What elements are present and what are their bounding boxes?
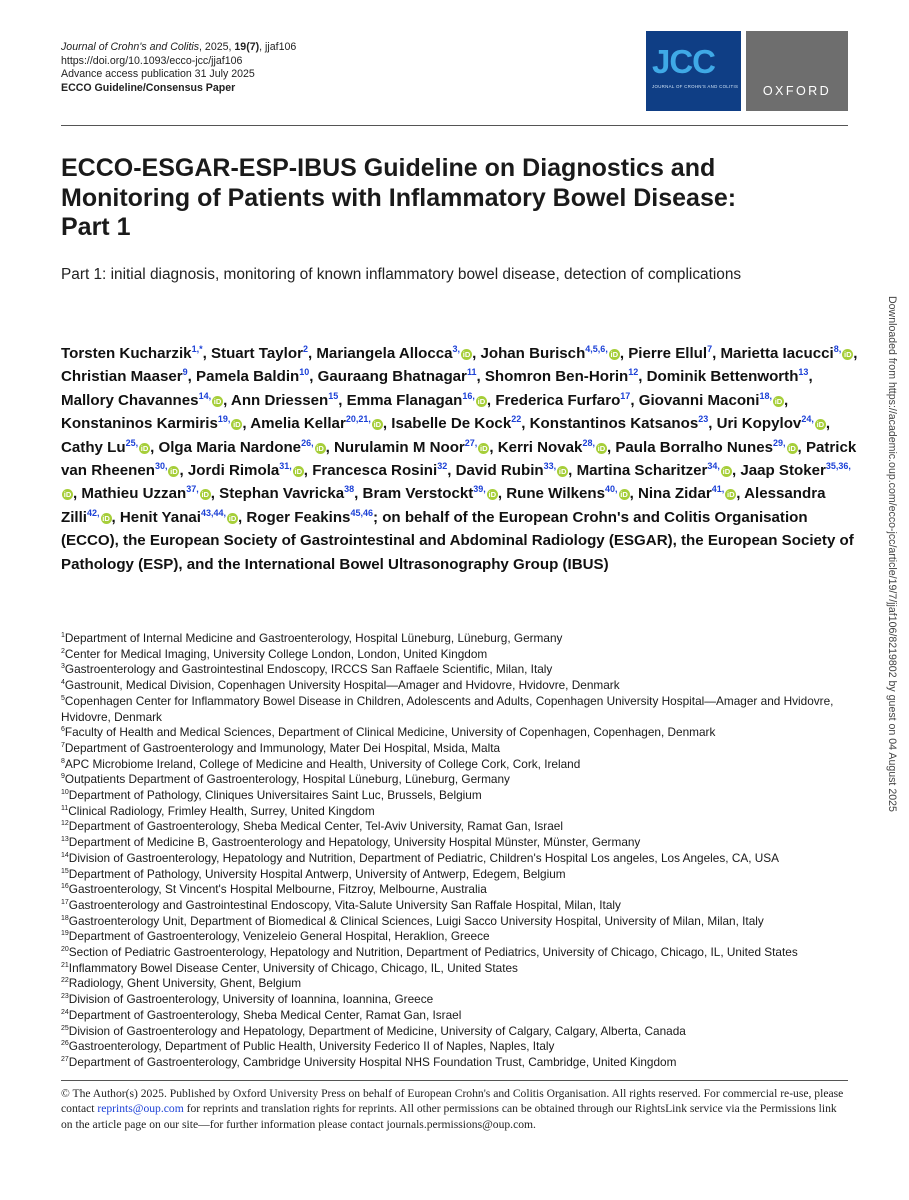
affiliation-number: 19 (61, 930, 69, 938)
affiliation-item (61, 694, 851, 725)
author-separator: , (309, 368, 318, 386)
author-name: Stephan Vavricka (219, 485, 345, 503)
author-name: Mathieu Uzzan (81, 485, 187, 503)
author-separator: , (382, 415, 392, 433)
affiliation-item (61, 882, 851, 898)
author-separator: , (354, 485, 363, 503)
author-name: Christian Maaser (61, 368, 183, 386)
affiliation-item (61, 772, 851, 788)
affiliation-text: Gastroenterology, St Vincent's Hospital Melbourne, Fitzroy, Melbourne, Australia (68, 882, 487, 897)
author-separator: , (307, 345, 317, 362)
affiliation-number: 17 (61, 899, 69, 907)
author-separator: , (202, 345, 211, 362)
affiliation-number: 27 (61, 1056, 69, 1064)
author-name: Kerri Novak (497, 438, 583, 456)
author-entry[interactable] (347, 392, 496, 409)
author-separator: , (853, 345, 858, 362)
affiliation-text: Department of Gastroenterology, Cambridge University Hospital NHS Foundation Trust, Cambridge, United Kingdom (68, 1054, 677, 1069)
orcid-icon[interactable]: iD (788, 443, 796, 453)
affiliation-item (61, 1039, 851, 1055)
author-entry[interactable] (647, 368, 813, 385)
article-id: , jjaf106 (259, 41, 297, 53)
affiliation-item (61, 741, 851, 757)
author-separator: , (630, 391, 639, 409)
download-sidebar (880, 296, 900, 904)
author-name: Cathy Lu (61, 438, 126, 456)
orcid-icon[interactable]: iD (558, 467, 567, 477)
affiliation-number: 3 (61, 663, 65, 671)
affiliation-text: Radiology, Ghent University, Ghent, Belgium (68, 976, 302, 991)
affiliation-number: 8 (61, 757, 65, 765)
author-affiliation-ref[interactable]: 13 (798, 367, 809, 378)
author-entry[interactable] (196, 368, 318, 385)
author-affiliation-ref[interactable]: 8, (833, 343, 842, 354)
author-separator: , (486, 391, 496, 409)
author-affiliation-ref[interactable]: 35,36, (825, 461, 851, 471)
footer-divider (61, 1080, 848, 1081)
orcid-icon[interactable]: iD (294, 467, 303, 477)
author-name: Martina Scharitzer (576, 462, 708, 480)
author-separator: , (242, 415, 251, 433)
author-affiliation-ref[interactable]: 2 (302, 343, 308, 354)
author-name: Torsten Kucharzik (61, 345, 192, 362)
author-name: Ann Driessen (230, 391, 329, 409)
affiliation-item (61, 867, 851, 883)
author-affiliation-ref[interactable]: 41, (711, 484, 725, 495)
author-entry[interactable] (81, 485, 219, 502)
author-name: Mallory Chavannes (61, 391, 199, 409)
orcid-icon[interactable]: iD (201, 490, 210, 500)
paper-type: ECCO Guideline/Consensus Paper (61, 81, 236, 94)
orcid-icon[interactable]: iD (610, 350, 619, 359)
affiliation-text: Gastroenterology, Department of Public Health, University Federico II of Naples, Naples, Italy (68, 1039, 555, 1054)
orcid-icon[interactable]: iD (213, 396, 222, 406)
affiliation-item (61, 992, 851, 1008)
orcid-icon[interactable]: iD (722, 467, 731, 477)
orcid-icon[interactable]: iD (170, 467, 178, 477)
author-affiliation-ref[interactable]: 4,5,6, (585, 343, 608, 354)
affiliation-text: Gastroenterology and Gastrointestinal Endoscopy, IRCCS San Raffaele Scientific, Milan, Italy (64, 662, 553, 677)
affiliation-item (61, 898, 851, 914)
author-separator: , (497, 485, 507, 503)
page-title (61, 154, 851, 243)
author-entry[interactable] (61, 439, 158, 456)
author-name: Stuart Taylor (210, 345, 303, 362)
author-affiliation-ref[interactable]: 23 (698, 414, 709, 425)
oxford-logo-text: OXFORD (762, 84, 832, 98)
affiliation-number: 16 (61, 883, 69, 891)
affiliation-number: 5 (61, 694, 65, 702)
author-affiliation-ref[interactable]: 27, (464, 437, 478, 448)
author-entry[interactable] (391, 415, 529, 432)
author-entry[interactable] (61, 415, 250, 432)
jcc-logo-subtitle: JOURNAL OF CROHN'S AND COLITIS (652, 84, 739, 89)
journal-volume: 19 (234, 41, 247, 53)
author-entry[interactable] (363, 485, 507, 502)
orcid-icon[interactable]: iD (102, 513, 110, 523)
author-name: Amelia Kellar (250, 415, 346, 433)
author-affiliation-ref[interactable]: 26, (301, 437, 314, 448)
author-name: Henit Yanai (119, 508, 201, 526)
author-entry[interactable] (231, 392, 347, 409)
reprints-link[interactable]: reprints@oup.com (97, 1102, 184, 1116)
affiliation-item (61, 1055, 851, 1071)
author-name: David Rubin (455, 462, 544, 480)
affiliation-number: 15 (61, 867, 69, 875)
affiliation-text: Gastrounit, Medical Division, Copenhagen University Hospital—Amager and Hvidovre, Hvidovre, Denmark (64, 678, 620, 693)
affiliation-text: Department of Gastroenterology, Sheba Medical Center, Ramat Gan, Israel (68, 1007, 462, 1022)
title-line: Part 1 (61, 213, 131, 242)
author-separator: , (472, 345, 481, 362)
affiliation-item (61, 851, 851, 867)
affiliation-number: 7 (61, 742, 65, 749)
copyright-text: © The Author(s) 2025. Published by Oxford University Press on behalf of European Crohn's and Colitis Organisation. All rights reserved. For commercial re-use, please contact (61, 1087, 844, 1116)
author-name: Francesca Rosini (312, 462, 438, 480)
author-separator: , (606, 438, 616, 456)
orcid-icon[interactable]: iD (477, 396, 486, 406)
author-name: Johan Burisch (480, 345, 586, 362)
author-separator: , (303, 462, 313, 480)
affiliation-item (61, 976, 851, 992)
journal-issue: (7) (246, 41, 260, 53)
author-affiliation-ref[interactable]: 37, (186, 484, 199, 495)
affiliation-text: Division of Gastroenterology, University of Ioannina, Ioannina, Greece (68, 992, 434, 1007)
affiliation-text: Department of Gastroenterology, Venizeleio General Hospital, Heraklion, Greece (68, 929, 490, 944)
affiliation-text: Copenhagen Center for Inflammatory Bowel Disease in Children, Adolescents and Adults, Copenhagen University Hospital—Amager and Hvidovre, Hvidovre, Denmark (61, 693, 834, 724)
affiliation-item (61, 929, 851, 945)
author-entry[interactable] (334, 439, 498, 456)
affiliation-text: Center for Medical Imaging, University College London, London, United Kingdom (64, 646, 488, 661)
author-entry[interactable] (615, 439, 806, 456)
affiliation-item (61, 725, 851, 741)
author-separator: , (150, 438, 159, 456)
affiliation-item (61, 961, 851, 977)
author-affiliation-ref[interactable]: 15 (328, 390, 339, 401)
affiliation-number: 21 (61, 961, 69, 969)
affiliation-item (61, 757, 851, 773)
authors-on-behalf: ; on behalf of the European Crohn's and Colitis Organisation (ECCO), the European Society of Gastrointestinal and Abdominal Radiology (ESGAR), the European Society of Pathology (ESP), and the International Bowel Ultrasonography Group (IBUS) (61, 508, 854, 573)
affiliation-text: Department of Gastroenterology and Immunology, Mater Dei Hospital, Msida, Malta (64, 740, 501, 755)
author-entry[interactable] (188, 462, 312, 479)
author-name: Pamela Baldin (196, 368, 300, 386)
author-entry[interactable] (158, 439, 334, 456)
author-separator: , (489, 438, 498, 456)
author-name: Paula Borralho Nunes (615, 438, 774, 456)
orcid-icon[interactable]: iD (488, 490, 497, 500)
affiliation-text: Department of Medicine B, Gastroenterology and Hepatology, University Hospital Münster, Münster, Germany (68, 835, 641, 850)
author-entry[interactable] (480, 345, 628, 362)
orcid-icon[interactable]: iD (63, 490, 72, 500)
affiliation-text: Department of Gastroenterology, Sheba Medical Center, Tel-Aviv University, Ramat Gan, Israel (68, 819, 563, 834)
header-divider (61, 125, 848, 126)
author-affiliation-ref[interactable]: 34, (707, 461, 720, 471)
copyright-notice (61, 1086, 851, 1132)
author-entry[interactable] (61, 345, 211, 362)
affiliation-number: 12 (61, 820, 69, 828)
orcid-icon[interactable]: iD (462, 350, 471, 359)
author-affiliation-ref[interactable]: 39, (473, 484, 486, 495)
advance-access: Advance access publication 31 July 2025 (61, 68, 255, 81)
oxford-logo (746, 31, 848, 111)
affiliation-item (61, 1008, 851, 1024)
author-affiliation-ref[interactable]: 9 (182, 367, 188, 378)
author-name: Pierre Ellul (628, 345, 708, 362)
affiliation-item (61, 914, 851, 930)
doi-link[interactable]: https://doi.org/10.1093/ecco-jcc/jjaf106 (61, 54, 243, 67)
author-affiliation-ref[interactable]: 25, (125, 437, 139, 448)
author-name: Uri Kopylov (716, 415, 802, 433)
author-name: Jaap Stoker (740, 462, 826, 480)
author-entry[interactable] (316, 345, 480, 362)
author-entry[interactable] (120, 509, 247, 526)
author-separator: , (338, 391, 347, 409)
author-separator: , (447, 462, 456, 480)
author-name: Bram Verstockt (362, 485, 474, 503)
author-name: Olga Maria Nardone (158, 438, 302, 456)
author-separator: , (731, 462, 741, 480)
author-entry[interactable] (530, 415, 717, 432)
author-name: Konstantinos Katsanos (529, 415, 699, 433)
affiliation-text: Section of Pediatric Gastroenterology, Hepatology and Nutrition, Department of Pediatrics, University of Chicago, Chicago, IL, United States (68, 945, 798, 960)
author-name: Gauraang Bhatnagar (317, 368, 467, 386)
author-affiliation-ref[interactable]: 24, (801, 414, 814, 425)
affiliation-item (61, 788, 851, 804)
affiliation-number: 6 (61, 726, 65, 734)
orcid-icon[interactable]: iD (140, 443, 149, 453)
author-name: Marietta Iacucci (720, 345, 834, 362)
title-line: ECCO-ESGAR-ESP-IBUS Guideline on Diagnostics and (61, 154, 716, 182)
affiliation-number: 26 (61, 1040, 69, 1048)
jcc-logo-letters: JCC (652, 43, 716, 80)
affiliation-text: Division of Gastroenterology and Hepatology, Department of Medicine, University of Calgary, Calgary, Alberta, Canada (68, 1023, 686, 1038)
author-separator: , (808, 368, 813, 386)
author-entry[interactable] (628, 345, 720, 362)
author-entry[interactable] (498, 439, 616, 456)
author-separator: , (223, 391, 231, 409)
author-name: Shomron Ben-Horin (484, 368, 629, 386)
author-affiliation-ref[interactable]: 40, (605, 484, 618, 495)
orcid-icon[interactable]: iD (843, 350, 852, 359)
author-separator: , (783, 391, 789, 409)
orcid-icon[interactable]: iD (233, 420, 241, 430)
author-name: Roger Feakins (246, 508, 351, 526)
affiliation-number: 24 (61, 1008, 69, 1016)
affiliation-item (61, 835, 851, 851)
orcid-icon[interactable]: iD (228, 513, 237, 523)
affiliation-item (61, 1024, 851, 1040)
author-name: Patrick van Rheenen (61, 438, 857, 480)
affiliation-number: 22 (61, 977, 69, 985)
affiliation-number: 9 (61, 773, 65, 781)
affiliation-number: 25 (61, 1024, 69, 1032)
orcid-icon[interactable]: iD (373, 420, 382, 430)
title-line: Monitoring of Patients with Inflammatory Bowel Disease: (61, 183, 737, 212)
author-separator: , (568, 462, 577, 480)
author-affiliation-ref[interactable]: 12 (628, 367, 639, 378)
author-name: Giovanni Maconi (638, 391, 760, 409)
affiliation-text: Gastroenterology and Gastrointestinal Endoscopy, Vita-Salute University San Raffale Hospital, Milan, Italy (68, 897, 621, 912)
article-meta (61, 41, 296, 95)
jcc-logo (646, 31, 741, 111)
author-entry[interactable] (61, 368, 196, 385)
journal-name: Journal of Crohn's and Colitis (61, 41, 200, 53)
orcid-icon[interactable]: iD (816, 420, 825, 430)
author-separator: , (187, 368, 197, 386)
author-affiliation-ref[interactable]: 14, (198, 390, 212, 401)
author-affiliation-ref[interactable]: 43,44, (201, 507, 227, 518)
author-entry[interactable] (318, 368, 485, 385)
affiliation-text: Department of Pathology, University Hospital Antwerp, University of Antwerp, Edegem, Belgium (68, 866, 566, 881)
affiliation-item (61, 631, 851, 647)
author-name: Jordi Rimola (187, 462, 280, 480)
affiliation-number: 18 (61, 914, 69, 922)
affiliation-number: 1 (61, 632, 65, 640)
orcid-icon[interactable]: iD (597, 443, 606, 453)
author-affiliation-ref[interactable]: 38 (344, 484, 355, 495)
author-name: Dominik Bettenworth (646, 368, 799, 386)
author-separator: , (325, 438, 334, 456)
author-affiliation-ref[interactable]: 31, (279, 461, 292, 471)
author-entry[interactable] (211, 345, 316, 362)
author-entry[interactable] (250, 415, 391, 432)
affiliation-text: APC Microbiome Ireland, College of Medicine and Health, University of College Cork, Cork, Ireland (64, 756, 581, 771)
author-name: Isabelle De Kock (391, 415, 512, 433)
affiliation-text: Gastroenterology Unit, Department of Biomedical & Clinical Sciences, Luigi Sacco University Hospital, University of Milan, Milan, Italy (68, 913, 764, 928)
orcid-icon[interactable]: iD (316, 443, 324, 453)
affiliation-text: Faculty of Health and Medical Sciences, Department of Clinical Medicine, University of Copenhagen, Copenhagen, Denmark (64, 725, 716, 740)
affiliation-text: Division of Gastroenterology, Hepatology and Nutrition, Department of Pediatric, Children's Hospital Los angeles, Los Angeles, CA, USA (68, 850, 780, 865)
affiliation-item (61, 804, 851, 820)
author-separator: , (238, 508, 247, 526)
author-affiliation-ref[interactable]: 1,* (191, 343, 203, 354)
author-affiliation-ref[interactable]: 42, (87, 507, 100, 518)
author-name: Nina Zidar (637, 485, 712, 503)
author-list (61, 342, 861, 576)
author-entry[interactable] (485, 368, 647, 385)
affiliation-item (61, 678, 851, 694)
author-separator: , (210, 485, 220, 503)
affiliation-number: 4 (61, 679, 65, 687)
author-entry[interactable] (456, 462, 577, 479)
author-affiliation-ref[interactable]: 33, (543, 461, 557, 471)
author-name: Frederica Furfaro (495, 391, 621, 409)
affiliation-text: Clinical Radiology, Frimley Health, Surrey, United Kingdom (68, 803, 375, 818)
journal-year: , 2025, (199, 41, 235, 53)
affiliation-item (61, 662, 851, 678)
author-entry[interactable] (246, 509, 373, 526)
orcid-icon[interactable]: iD (774, 396, 783, 406)
author-affiliation-ref[interactable]: 22 (511, 414, 522, 425)
affiliation-item (61, 945, 851, 961)
author-entry[interactable] (495, 392, 638, 409)
affiliation-number: 11 (61, 804, 69, 812)
author-entry[interactable] (717, 415, 830, 432)
author-entry[interactable] (720, 345, 857, 362)
author-separator: , (736, 485, 745, 503)
affiliation-number: 10 (61, 789, 69, 797)
affiliation-text: Outpatients Department of Gastroenterology, Hospital Lüneburg, Lüneburg, Germany (64, 772, 510, 787)
author-affiliation-ref[interactable]: 16, (462, 390, 475, 401)
author-affiliation-ref[interactable]: 30, (154, 461, 168, 471)
author-affiliation-ref[interactable]: 32 (437, 461, 448, 471)
affiliation-text: Department of Internal Medicine and Gastroenterology, Hospital Lüneburg, Lüneburg, Germany (64, 631, 563, 645)
affiliation-list (61, 631, 851, 1071)
author-separator: , (73, 485, 82, 503)
citation-line (61, 41, 296, 55)
author-name: Nurulamin M Noor (333, 438, 465, 456)
author-name: Emma Flanagan (346, 391, 463, 409)
author-affiliation-ref[interactable]: 18, (759, 390, 772, 401)
author-entry[interactable] (312, 462, 455, 479)
author-affiliation-ref[interactable]: 11 (466, 367, 477, 378)
affiliation-item (61, 647, 851, 663)
affiliation-number: 13 (61, 836, 69, 844)
affiliation-text: Inflammatory Bowel Disease Center, University of Chicago, Chicago, IL, United States (68, 960, 518, 975)
author-names (61, 345, 857, 526)
affiliation-item (61, 819, 851, 835)
affiliation-number: 2 (61, 647, 65, 655)
author-affiliation-ref[interactable]: 3, (452, 343, 461, 354)
author-affiliation-ref[interactable]: 45,46 (350, 507, 373, 518)
author-name: Mariangela Allocca (316, 345, 453, 362)
author-entry[interactable] (61, 392, 231, 409)
author-separator: , (619, 345, 629, 362)
author-name: Konstaninos Karmiris (61, 415, 218, 433)
author-separator: , (476, 368, 485, 386)
affiliation-number: 23 (61, 993, 69, 1001)
copyright-text-tail: for reprints and translation rights for reprints. All other permissions can be obtained through our RightsLink service via the Permissions link on the article page on our site—for further information please contact journals.permissions@oup.com. (61, 1102, 837, 1131)
author-affiliation-ref[interactable]: 10 (299, 367, 310, 378)
subtitle: Part 1: initial diagnosis, monitoring of known inflammatory bowel disease, detection of complications (61, 266, 742, 283)
author-separator: , (638, 368, 647, 386)
author-separator: , (629, 485, 638, 503)
author-affiliation-ref[interactable]: 7 (707, 343, 713, 354)
author-separator: , (712, 345, 721, 362)
author-name: Alessandra Zilli (61, 485, 826, 526)
author-separator: , (111, 508, 120, 526)
orcid-icon[interactable]: iD (480, 443, 488, 453)
orcid-icon[interactable]: iD (726, 490, 735, 500)
author-affiliation-ref[interactable]: 29, (773, 437, 786, 448)
author-entry[interactable] (506, 485, 638, 502)
author-entry[interactable] (219, 485, 362, 502)
download-note: Downloaded from https://academic.oup.com/ecco-jcc/article/19/7/jjaf106/8219802 by guest on 04 August 2025 (886, 296, 898, 812)
author-name: Rune Wilkens (506, 485, 606, 503)
author-separator: , (825, 415, 831, 433)
author-affiliation-ref[interactable]: 19, (217, 414, 231, 425)
author-entry[interactable] (577, 462, 741, 479)
author-entry[interactable] (638, 485, 744, 502)
author-separator: , (797, 438, 806, 456)
author-entry[interactable] (639, 392, 788, 409)
author-affiliation-ref[interactable]: 28, (582, 437, 595, 448)
affiliation-text: Department of Pathology, Cliniques Universitaires Saint Luc, Brussels, Belgium (68, 788, 482, 803)
author-separator: , (179, 462, 188, 480)
author-affiliation-ref[interactable]: 20,21, (345, 414, 371, 425)
affiliation-number: 14 (61, 851, 69, 859)
orcid-icon[interactable]: iD (620, 490, 628, 500)
author-separator: , (708, 415, 717, 433)
author-separator: , (521, 415, 530, 433)
affiliation-number: 20 (61, 946, 69, 954)
author-affiliation-ref[interactable]: 17 (620, 390, 631, 401)
